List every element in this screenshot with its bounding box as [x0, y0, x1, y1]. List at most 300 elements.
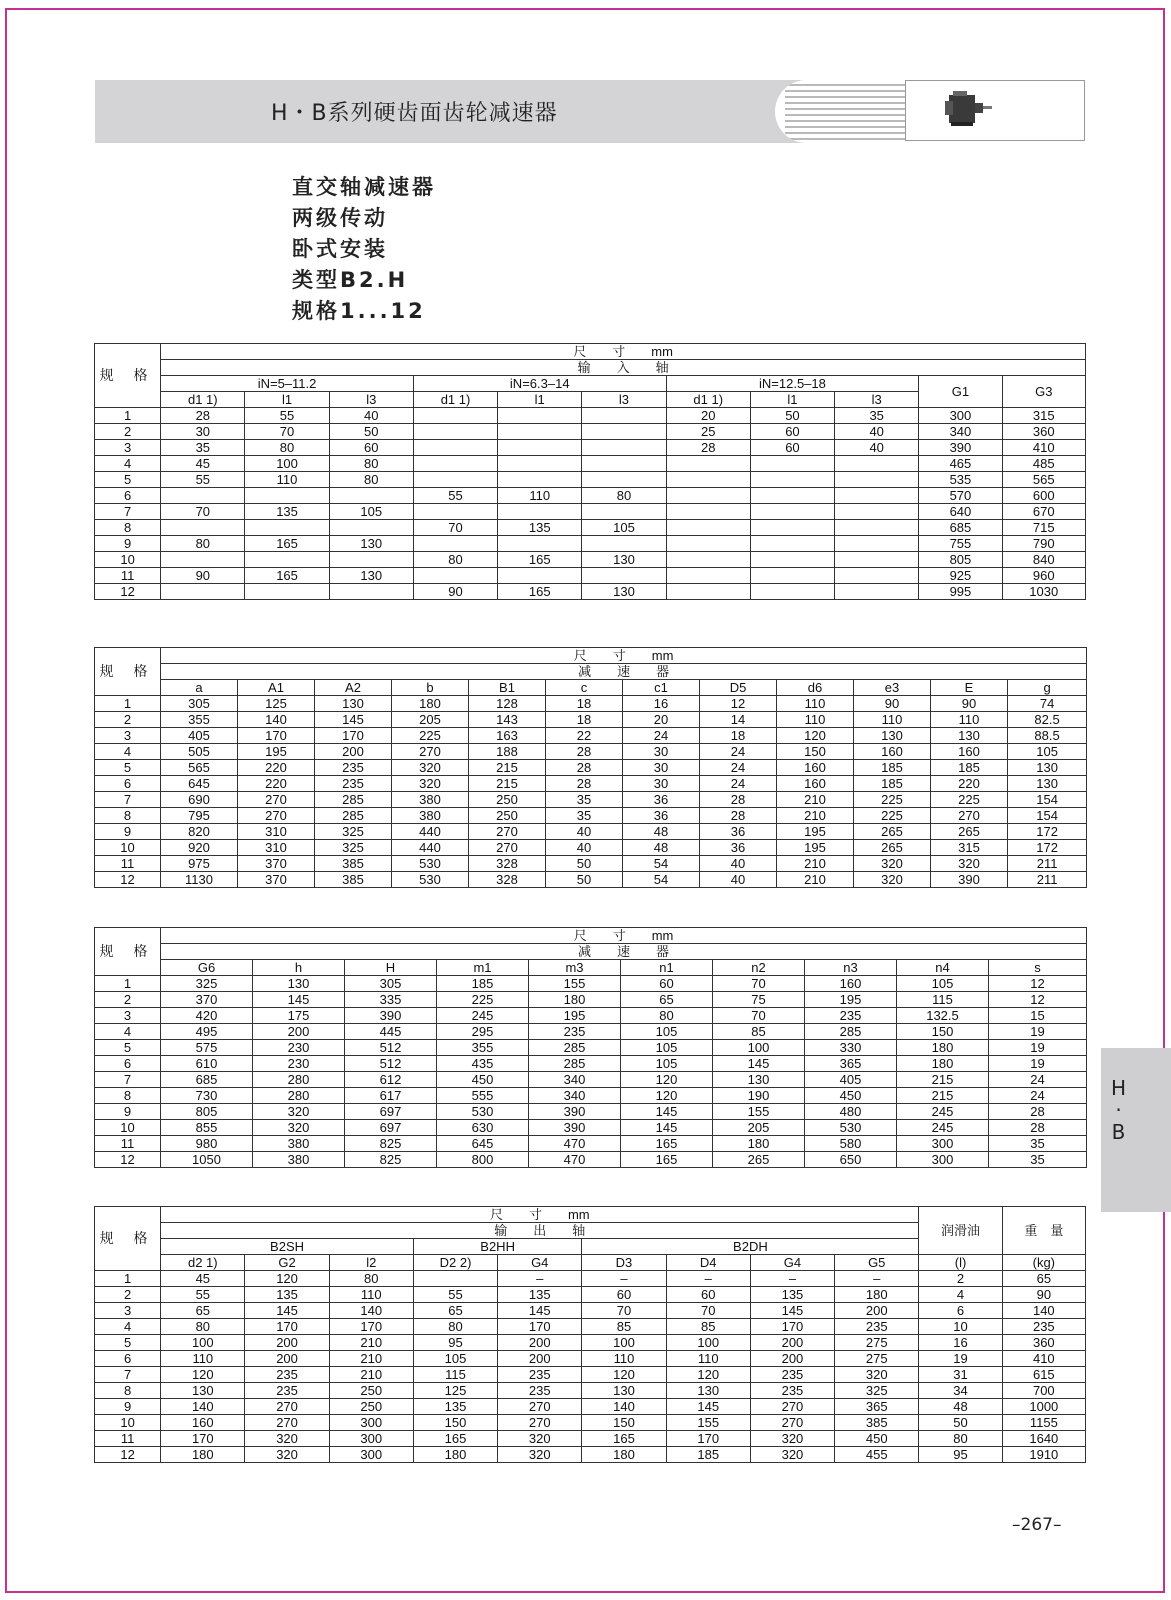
value-cell: 150 [897, 1024, 989, 1040]
value-cell: 512 [345, 1040, 437, 1056]
value-cell: 225 [437, 992, 529, 1008]
dims-header: 尺 寸 mm [161, 928, 1087, 944]
value-cell: 130 [582, 1383, 666, 1399]
header-graphic [775, 80, 1085, 143]
table-row [95, 408, 1086, 424]
value-cell: 320 [498, 1447, 582, 1463]
table-row [95, 1415, 1086, 1431]
value-cell: 390 [529, 1120, 621, 1136]
value-cell: 165 [621, 1152, 713, 1168]
value-cell: 225 [854, 808, 931, 824]
description-line: 直交轴减速器 [292, 175, 436, 199]
value-cell: 30 [623, 776, 700, 792]
value-cell: 145 [621, 1120, 713, 1136]
value-cell: 995 [919, 584, 1002, 600]
value-cell: 235 [529, 1024, 621, 1040]
table-row [95, 1136, 1087, 1152]
value-cell: 325 [315, 824, 392, 840]
value-cell: 100 [245, 456, 329, 472]
value-cell: 90 [1002, 1287, 1085, 1303]
value-cell: 85 [666, 1319, 750, 1335]
size-cell: 12 [95, 872, 161, 888]
size-cell: 2 [95, 424, 161, 440]
value-cell: 100 [161, 1335, 245, 1351]
value-cell: 130 [1008, 776, 1087, 792]
table-row [95, 1072, 1087, 1088]
value-cell: 50 [546, 856, 623, 872]
table-row [95, 568, 1086, 584]
value-cell: 195 [529, 1008, 621, 1024]
table-row [95, 712, 1087, 728]
value-cell: 130 [253, 976, 345, 992]
value-cell: 185 [666, 1447, 750, 1463]
value-cell: 110 [666, 1351, 750, 1367]
value-cell: 105 [621, 1024, 713, 1040]
table-row [95, 792, 1087, 808]
value-cell: 285 [805, 1024, 897, 1040]
value-cell: 235 [498, 1367, 582, 1383]
value-cell: 250 [469, 808, 546, 824]
value-cell: 36 [700, 824, 777, 840]
value-cell: 135 [245, 504, 329, 520]
size-cell: 9 [95, 536, 161, 552]
value-cell: 95 [413, 1335, 497, 1351]
value-cell: 100 [713, 1040, 805, 1056]
value-cell: 60 [750, 440, 834, 456]
value-cell: 470 [529, 1152, 621, 1168]
value-cell: 125 [413, 1383, 497, 1399]
value-cell: 170 [245, 1319, 329, 1335]
value-cell: 120 [621, 1088, 713, 1104]
column-header: l3 [835, 392, 919, 408]
column-header: d1 1) [161, 392, 245, 408]
table-row [95, 1104, 1087, 1120]
value-cell: 270 [245, 1399, 329, 1415]
value-cell: 250 [469, 792, 546, 808]
description-line: 规格1...12 [292, 299, 426, 323]
value-cell: 440 [392, 840, 469, 856]
value-cell: 328 [469, 856, 546, 872]
value-cell [582, 504, 666, 520]
value-cell: 200 [245, 1335, 329, 1351]
value-cell: 320 [245, 1447, 329, 1463]
value-cell: 235 [245, 1367, 329, 1383]
value-cell: 105 [621, 1056, 713, 1072]
value-cell [413, 536, 497, 552]
value-cell [329, 584, 413, 600]
value-cell: 235 [245, 1383, 329, 1399]
value-cell: 200 [498, 1351, 582, 1367]
value-cell: 495 [161, 1024, 253, 1040]
table-row [95, 584, 1086, 600]
header-stripes [785, 84, 905, 140]
value-cell: 170 [315, 728, 392, 744]
size-cell: 7 [95, 1367, 161, 1383]
value-cell [413, 456, 497, 472]
value-cell: 840 [1002, 552, 1085, 568]
dims-header: 尺 寸 mm [161, 1207, 919, 1223]
value-cell: 805 [161, 1104, 253, 1120]
value-cell: 88.5 [1008, 728, 1087, 744]
value-cell: 285 [315, 792, 392, 808]
value-cell: 154 [1008, 808, 1087, 824]
column-header: d2 1) [161, 1255, 245, 1271]
value-cell: 165 [621, 1136, 713, 1152]
value-cell: 170 [498, 1319, 582, 1335]
column-header: G1 [919, 376, 1002, 408]
value-cell: 45 [161, 456, 245, 472]
table-row [95, 456, 1086, 472]
value-cell: 685 [919, 520, 1002, 536]
value-cell: 132.5 [897, 1008, 989, 1024]
value-cell: 220 [931, 776, 1008, 792]
value-cell: 65 [413, 1303, 497, 1319]
value-cell: 530 [392, 872, 469, 888]
value-cell: 855 [161, 1120, 253, 1136]
size-cell: 10 [95, 1120, 161, 1136]
value-cell: 30 [161, 424, 245, 440]
oil-header: 润滑油 [919, 1207, 1002, 1255]
value-cell: 130 [854, 728, 931, 744]
value-cell: 110 [245, 472, 329, 488]
value-cell: 20 [623, 712, 700, 728]
table-row [95, 488, 1086, 504]
table-row [95, 1383, 1086, 1399]
column-header: G4 [498, 1255, 582, 1271]
value-cell: 270 [750, 1415, 834, 1431]
value-cell: 300 [897, 1136, 989, 1152]
value-cell [498, 472, 582, 488]
value-cell: 565 [161, 760, 238, 776]
size-cell: 6 [95, 488, 161, 504]
value-cell: 90 [854, 696, 931, 712]
value-cell: 420 [161, 1008, 253, 1024]
product-description [292, 172, 436, 327]
value-cell: 960 [1002, 568, 1085, 584]
table-row [95, 1120, 1087, 1136]
value-cell [750, 504, 834, 520]
value-cell: 28 [700, 808, 777, 824]
value-cell [161, 552, 245, 568]
value-cell: 70 [713, 976, 805, 992]
value-cell [666, 568, 750, 584]
value-cell [329, 488, 413, 504]
size-cell: 5 [95, 1335, 161, 1351]
value-cell: 300 [897, 1152, 989, 1168]
value-cell: 4 [919, 1287, 1002, 1303]
value-cell [750, 584, 834, 600]
value-cell: 617 [345, 1088, 437, 1104]
value-cell: 225 [931, 792, 1008, 808]
value-cell: 180 [529, 992, 621, 1008]
value-cell: 55 [413, 1287, 497, 1303]
size-cell: 4 [95, 744, 161, 760]
value-cell: 135 [750, 1287, 834, 1303]
value-cell: 28 [546, 760, 623, 776]
side-tab-letter: H [1110, 1076, 1127, 1100]
value-cell: 1030 [1002, 584, 1085, 600]
value-cell: 200 [750, 1351, 834, 1367]
value-cell: 390 [931, 872, 1008, 888]
value-cell: 320 [854, 872, 931, 888]
value-cell: 210 [777, 792, 854, 808]
value-cell: 330 [805, 1040, 897, 1056]
value-cell: 35 [546, 792, 623, 808]
value-cell: 265 [713, 1152, 805, 1168]
value-cell: 795 [161, 808, 238, 824]
value-cell [750, 552, 834, 568]
value-cell: – [666, 1271, 750, 1287]
table-row [95, 536, 1086, 552]
value-cell: 210 [329, 1351, 413, 1367]
value-cell: 265 [854, 840, 931, 856]
column-header: D4 [666, 1255, 750, 1271]
table-row [95, 1152, 1087, 1168]
value-cell: 215 [469, 760, 546, 776]
value-cell: 80 [582, 488, 666, 504]
variant-group-header: B2SH [161, 1239, 414, 1255]
value-cell: – [750, 1271, 834, 1287]
value-cell [498, 504, 582, 520]
variant-group-header: B2DH [582, 1239, 919, 1255]
value-cell: 580 [805, 1136, 897, 1152]
size-cell: 7 [95, 504, 161, 520]
section-header: 输 入 轴 [161, 360, 1086, 376]
section-header: 减 速 器 [161, 664, 1087, 680]
value-cell [750, 568, 834, 584]
value-cell: 300 [329, 1415, 413, 1431]
value-cell: 60 [666, 1287, 750, 1303]
value-cell: 325 [161, 976, 253, 992]
column-header: E [931, 680, 1008, 696]
value-cell: 390 [919, 440, 1002, 456]
value-cell: 105 [413, 1351, 497, 1367]
value-cell: 85 [582, 1319, 666, 1335]
value-cell: 755 [919, 536, 1002, 552]
value-cell: 180 [897, 1040, 989, 1056]
value-cell: 650 [805, 1152, 897, 1168]
value-cell: 697 [345, 1104, 437, 1120]
value-cell: 180 [582, 1447, 666, 1463]
value-cell: 195 [777, 840, 854, 856]
value-cell [161, 520, 245, 536]
size-cell: 12 [95, 1152, 161, 1168]
page-header [95, 80, 1085, 143]
value-cell: 145 [253, 992, 345, 1008]
value-cell: 410 [1002, 1351, 1085, 1367]
value-cell: 60 [329, 440, 413, 456]
value-cell: 75 [713, 992, 805, 1008]
value-cell: 130 [1008, 760, 1087, 776]
value-cell: 612 [345, 1072, 437, 1088]
value-cell [245, 488, 329, 504]
size-cell: 5 [95, 1040, 161, 1056]
size-cell: 5 [95, 472, 161, 488]
value-cell: 110 [161, 1351, 245, 1367]
table-row [95, 1287, 1086, 1303]
value-cell: 1155 [1002, 1415, 1085, 1431]
value-cell: 390 [345, 1008, 437, 1024]
column-header: G2 [245, 1255, 329, 1271]
size-cell: 10 [95, 1415, 161, 1431]
dims-header: 尺 寸 mm [161, 344, 1086, 360]
column-header: n4 [897, 960, 989, 976]
value-cell: 70 [713, 1008, 805, 1024]
table-row [95, 840, 1087, 856]
value-cell: 130 [582, 584, 666, 600]
value-cell: 35 [835, 408, 919, 424]
size-cell: 4 [95, 1024, 161, 1040]
value-cell: 105 [897, 976, 989, 992]
value-cell: 160 [777, 760, 854, 776]
value-cell: 340 [529, 1072, 621, 1088]
size-cell: 3 [95, 728, 161, 744]
value-cell: 225 [854, 792, 931, 808]
table-row [95, 1040, 1087, 1056]
value-cell: 1640 [1002, 1431, 1085, 1447]
value-cell: 320 [245, 1431, 329, 1447]
value-cell [329, 552, 413, 568]
value-cell: 320 [498, 1431, 582, 1447]
description-line: 类型B2.H [292, 268, 409, 292]
size-cell: 1 [95, 1271, 161, 1287]
value-cell: 325 [835, 1383, 919, 1399]
value-cell: 130 [666, 1383, 750, 1399]
value-cell: 125 [238, 696, 315, 712]
value-cell: 12 [989, 992, 1087, 1008]
ratio-group-header: iN=6.3–14 [413, 376, 666, 392]
value-cell: 180 [835, 1287, 919, 1303]
value-cell: 195 [238, 744, 315, 760]
value-cell: 200 [498, 1335, 582, 1351]
value-cell: 40 [835, 440, 919, 456]
value-cell: 82.5 [1008, 712, 1087, 728]
value-cell: 210 [329, 1335, 413, 1351]
table-row [95, 504, 1086, 520]
value-cell [666, 504, 750, 520]
value-cell: 180 [713, 1136, 805, 1152]
value-cell: 270 [245, 1415, 329, 1431]
column-header: l3 [582, 392, 666, 408]
value-cell: 185 [854, 760, 931, 776]
value-cell: 40 [700, 856, 777, 872]
value-cell: 95 [919, 1447, 1002, 1463]
ratio-group-header: iN=5–11.2 [161, 376, 414, 392]
table-row [95, 520, 1086, 536]
value-cell: 205 [713, 1120, 805, 1136]
value-cell: 215 [469, 776, 546, 792]
value-cell [750, 472, 834, 488]
product-image-box [905, 80, 1085, 141]
size-header: 规 格 [95, 928, 161, 976]
side-tab-dot: · [1115, 1098, 1122, 1122]
value-cell: 165 [245, 568, 329, 584]
value-cell: 645 [161, 776, 238, 792]
table-row [95, 1367, 1086, 1383]
value-cell: 110 [498, 488, 582, 504]
value-cell: 320 [392, 760, 469, 776]
table-row [95, 696, 1087, 712]
value-cell: 80 [413, 552, 497, 568]
weight-header: 重 量 [1002, 1207, 1085, 1255]
size-cell: 9 [95, 1104, 161, 1120]
size-cell: 3 [95, 1008, 161, 1024]
value-cell: 34 [919, 1383, 1002, 1399]
value-cell: 48 [919, 1399, 1002, 1415]
section-header: 输 出 轴 [161, 1223, 919, 1239]
value-cell: 980 [161, 1136, 253, 1152]
value-cell: 90 [413, 584, 497, 600]
value-cell: 385 [315, 872, 392, 888]
size-cell: 6 [95, 1351, 161, 1367]
size-cell: 7 [95, 1072, 161, 1088]
value-cell [835, 504, 919, 520]
size-cell: 6 [95, 776, 161, 792]
value-cell [582, 424, 666, 440]
value-cell: 180 [897, 1056, 989, 1072]
value-cell: 60 [582, 1287, 666, 1303]
table-row [95, 1319, 1086, 1335]
value-cell: 90 [931, 696, 1008, 712]
value-cell: 360 [1002, 1335, 1085, 1351]
value-cell: 165 [582, 1431, 666, 1447]
value-cell: 370 [238, 856, 315, 872]
value-cell: 180 [161, 1447, 245, 1463]
value-cell [666, 584, 750, 600]
column-header: (l) [919, 1255, 1002, 1271]
size-cell: 1 [95, 408, 161, 424]
value-cell: 270 [392, 744, 469, 760]
column-header: a [161, 680, 238, 696]
value-cell: 200 [835, 1303, 919, 1319]
size-cell: 3 [95, 1303, 161, 1319]
value-cell: 250 [329, 1383, 413, 1399]
value-cell: 74 [1008, 696, 1087, 712]
size-cell: 11 [95, 1431, 161, 1447]
size-cell: 8 [95, 808, 161, 824]
column-header: b [392, 680, 469, 696]
value-cell: 270 [238, 808, 315, 824]
value-cell: 925 [919, 568, 1002, 584]
value-cell: 825 [345, 1152, 437, 1168]
value-cell: 165 [498, 584, 582, 600]
value-cell: 120 [666, 1367, 750, 1383]
value-cell: 175 [253, 1008, 345, 1024]
table-row [95, 728, 1087, 744]
value-cell: 355 [161, 712, 238, 728]
table-row [95, 552, 1086, 568]
value-cell: 230 [253, 1040, 345, 1056]
value-cell: 24 [700, 744, 777, 760]
value-cell: 30 [623, 760, 700, 776]
value-cell: – [835, 1271, 919, 1287]
value-cell [498, 440, 582, 456]
table-row [95, 808, 1087, 824]
value-cell: 180 [392, 696, 469, 712]
value-cell: 700 [1002, 1383, 1085, 1399]
value-cell [666, 456, 750, 472]
value-cell: 165 [245, 536, 329, 552]
value-cell: 185 [854, 776, 931, 792]
reducer-dimensions-table-2 [94, 927, 1087, 1168]
value-cell: 100 [582, 1335, 666, 1351]
value-cell: 18 [546, 712, 623, 728]
value-cell [161, 488, 245, 504]
value-cell [666, 488, 750, 504]
value-cell: 300 [329, 1431, 413, 1447]
value-cell [750, 456, 834, 472]
value-cell: 390 [529, 1104, 621, 1120]
